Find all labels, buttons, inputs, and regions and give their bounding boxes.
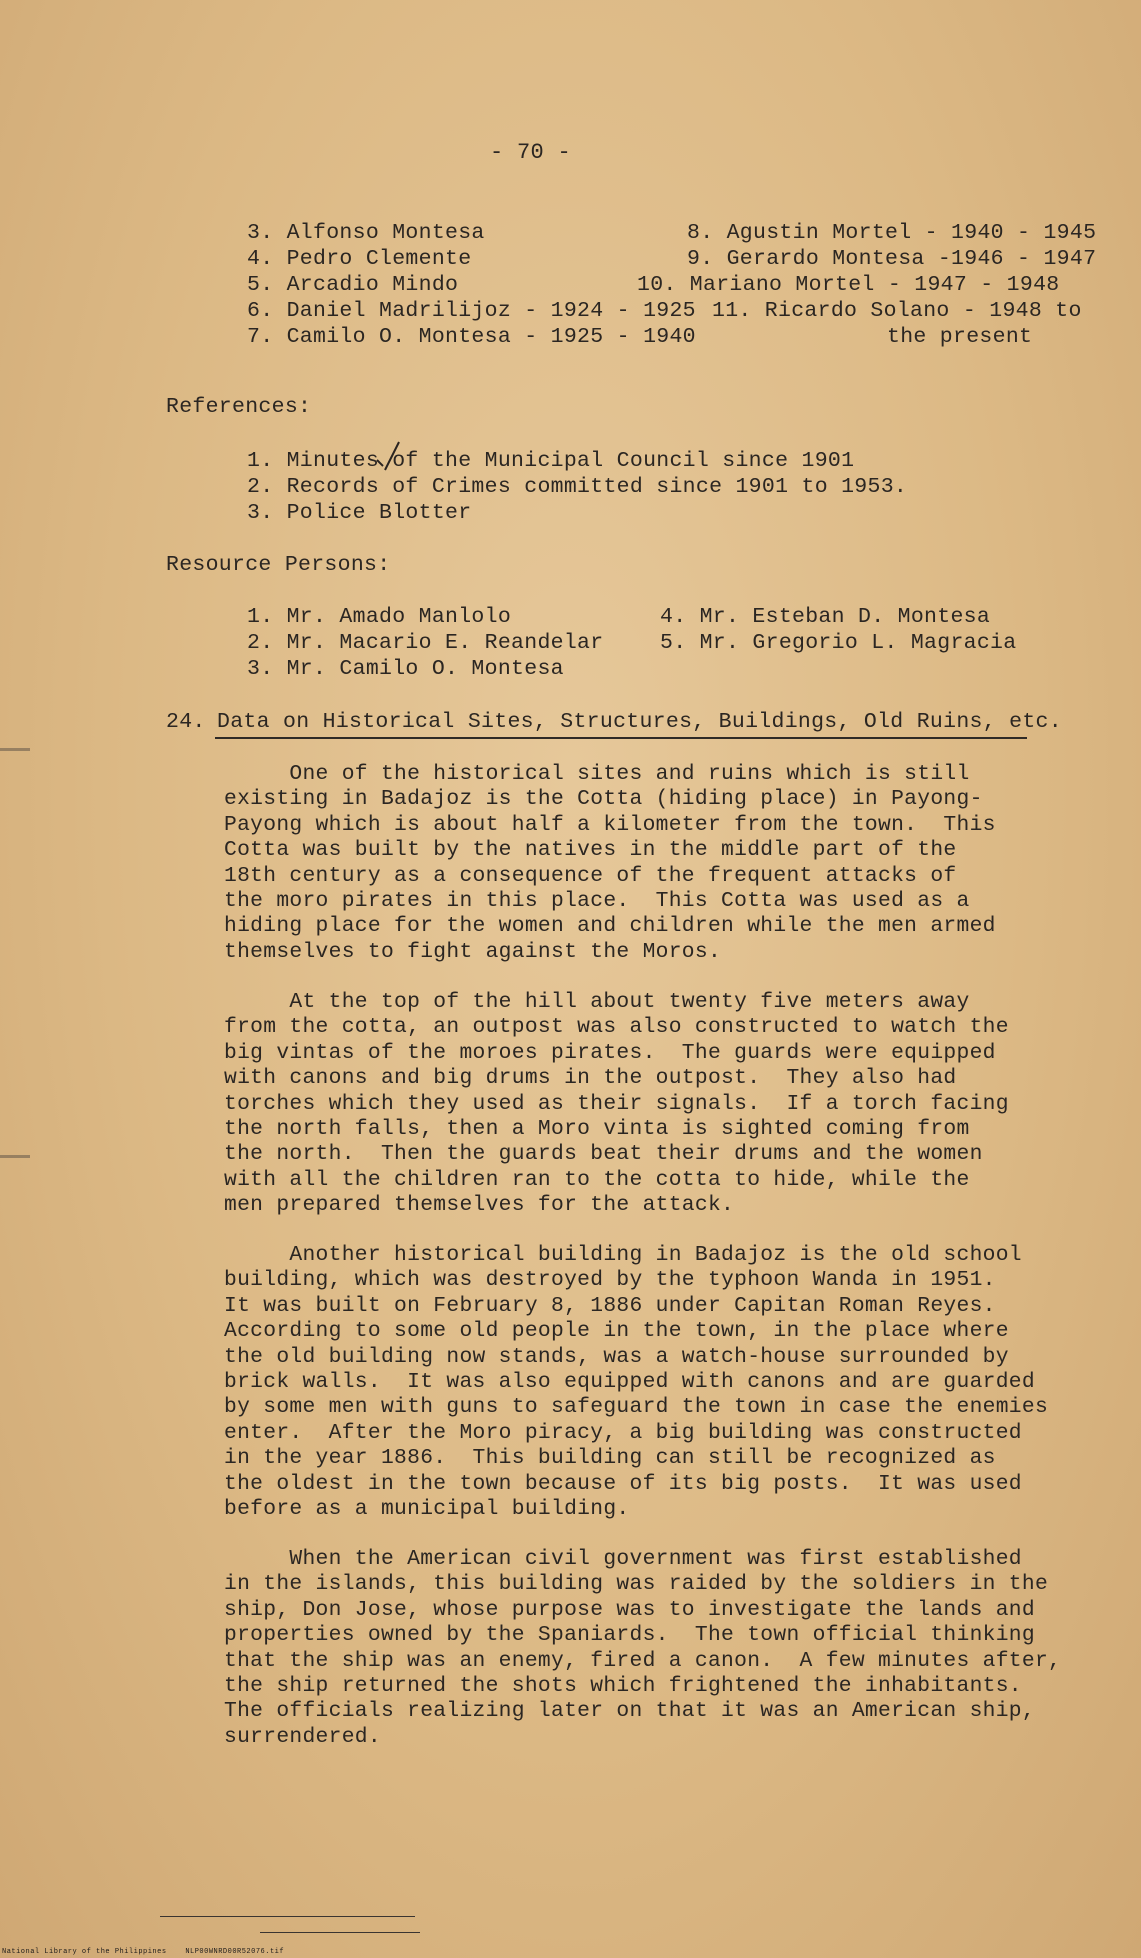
scan-footer: National Library of the Philippines NLP00WNRD00R52076.tif [2,1948,285,1956]
page-number: - 70 - [490,140,572,165]
resource-person: 5. Mr. Gregorio L. Magracia [660,631,1017,655]
text-line: from the cotta, an outpost was also constructed to watch the [224,1015,1009,1040]
text-line: men prepared themselves for the attack. [224,1193,735,1218]
official-entry: 7. Camilo O. Montesa - 1925 - 1940 [247,325,696,349]
text-line: It was built on February 8, 1886 under Capitan Roman Reyes. [224,1293,996,1318]
section-number: 24. [166,710,206,734]
reference-item: 3. Police Blotter [247,501,472,525]
section-title: Data on Historical Sites, Structures, Buildings, Old Ruins, etc. [217,710,1062,734]
text-line: 18th century as a consequence of the frequent attacks of [224,863,957,888]
text-line: properties owned by the Spaniards. The town official thinking [224,1623,1035,1648]
text-line: in the islands, this building was raided by the soldiers in the [224,1572,1049,1597]
official-entry: 5. Arcadio Mindo [247,273,459,297]
text-line: Another historical building in Badajoz is the old school [224,1243,1022,1267]
text-line: brick walls. It was also equipped with canons and are guarded [224,1370,1035,1395]
text-line: the oldest in the town because of its big posts. It was used [224,1471,1022,1496]
official-entry: the present [887,325,1033,349]
reference-item: 2. Records of Crimes committed since 1901 to 1953. [247,475,908,499]
text-line: themselves to fight against the Moros. [224,939,722,964]
check-mark-icon [373,440,403,474]
text-line: the ship returned the shots which frightened the inhabitants. [224,1674,1022,1699]
text-line: surrendered. [224,1724,381,1749]
paragraph-american-government [224,1547,1062,1750]
text-line: that the ship was an enemy, fired a canon. A few minutes after, [224,1648,1062,1673]
text-line: the old building now stands, was a watch-house surrounded by [224,1344,1009,1369]
paragraph-school-building [224,1243,1049,1522]
text-line: before as a municipal building. [224,1497,630,1522]
paragraph-outpost [224,990,1044,1219]
text-line: by some men with guns to safeguard the town in case the enemies [224,1395,1049,1420]
reference-item: 1. Minutes of the Municipal Council since 1901 [247,449,855,473]
resource-persons-heading: Resource Persons: [166,553,391,577]
text-line: Cotta was built by the natives in the middle part of the [224,838,957,863]
text-line: enter. After the Moro piracy, a big building was constructed [224,1420,1022,1445]
text-line: Payong which is about half a kilometer from the town. This [224,812,996,837]
text-line: According to some old people in the town, in the place where [224,1319,1009,1344]
official-entry: 6. Daniel Madrilijoz - 1924 - 1925 [247,299,696,323]
resource-person: 2. Mr. Macario E. Reandelar [247,631,604,655]
official-entry: 10. Mariano Mortel - 1947 - 1948 [637,273,1060,297]
paragraph-cotta [224,762,1044,965]
text-line: with all the children ran to the cotta to hide, while the [224,1167,970,1192]
resource-person: 1. Mr. Amado Manlolo [247,605,512,629]
references-heading: References: [166,395,312,419]
text-line: the north. Then the guards beat their drums and the women [224,1142,983,1167]
official-entry: 11. Ricardo Solano - 1948 to [712,299,1082,323]
text-line: existing in Badajoz is the Cotta (hiding place) in Payong- [224,787,983,812]
text-line: The officials realizing later on that it was an American ship, [224,1699,1035,1724]
resource-person: 3. Mr. Camilo O. Montesa [247,657,564,681]
text-line: At the top of the hill about twenty five meters away [224,990,970,1014]
text-line: the north falls, then a Moro vinta is sighted coming from [224,1117,970,1142]
text-line: When the American civil government was first established [224,1547,1022,1571]
text-line: with canons and big drums in the outpost. They also had [224,1066,957,1091]
pen-stroke [160,1916,415,1917]
official-entry: 9. Gerardo Montesa -1946 - 1947 [687,247,1097,271]
text-line: ship, Don Jose, whose purpose was to investigate the lands and [224,1597,1035,1622]
text-line: big vintas of the moroes pirates. The guards were equipped [224,1040,996,1065]
official-entry: 4. Pedro Clemente [247,247,472,271]
official-entry: 3. Alfonso Montesa [247,221,485,245]
text-line: in the year 1886. This building can still be recognized as [224,1446,996,1471]
official-entry: 8. Agustin Mortel - 1940 - 1945 [687,221,1097,245]
pen-stroke [260,1932,420,1933]
text-line: building, which was destroyed by the typhoon Wanda in 1951. [224,1268,996,1293]
text-line: torches which they used as their signals. If a torch facing [224,1091,1009,1116]
text-line: the moro pirates in this place. This Cotta was used as a [224,889,970,914]
text-line: One of the historical sites and ruins which is still [224,762,970,786]
section-title-underline [215,737,1027,739]
edge-mark [0,1155,30,1158]
resource-person: 4. Mr. Esteban D. Montesa [660,605,991,629]
edge-mark [0,748,30,751]
text-line: hiding place for the women and children while the men armed [224,914,996,939]
